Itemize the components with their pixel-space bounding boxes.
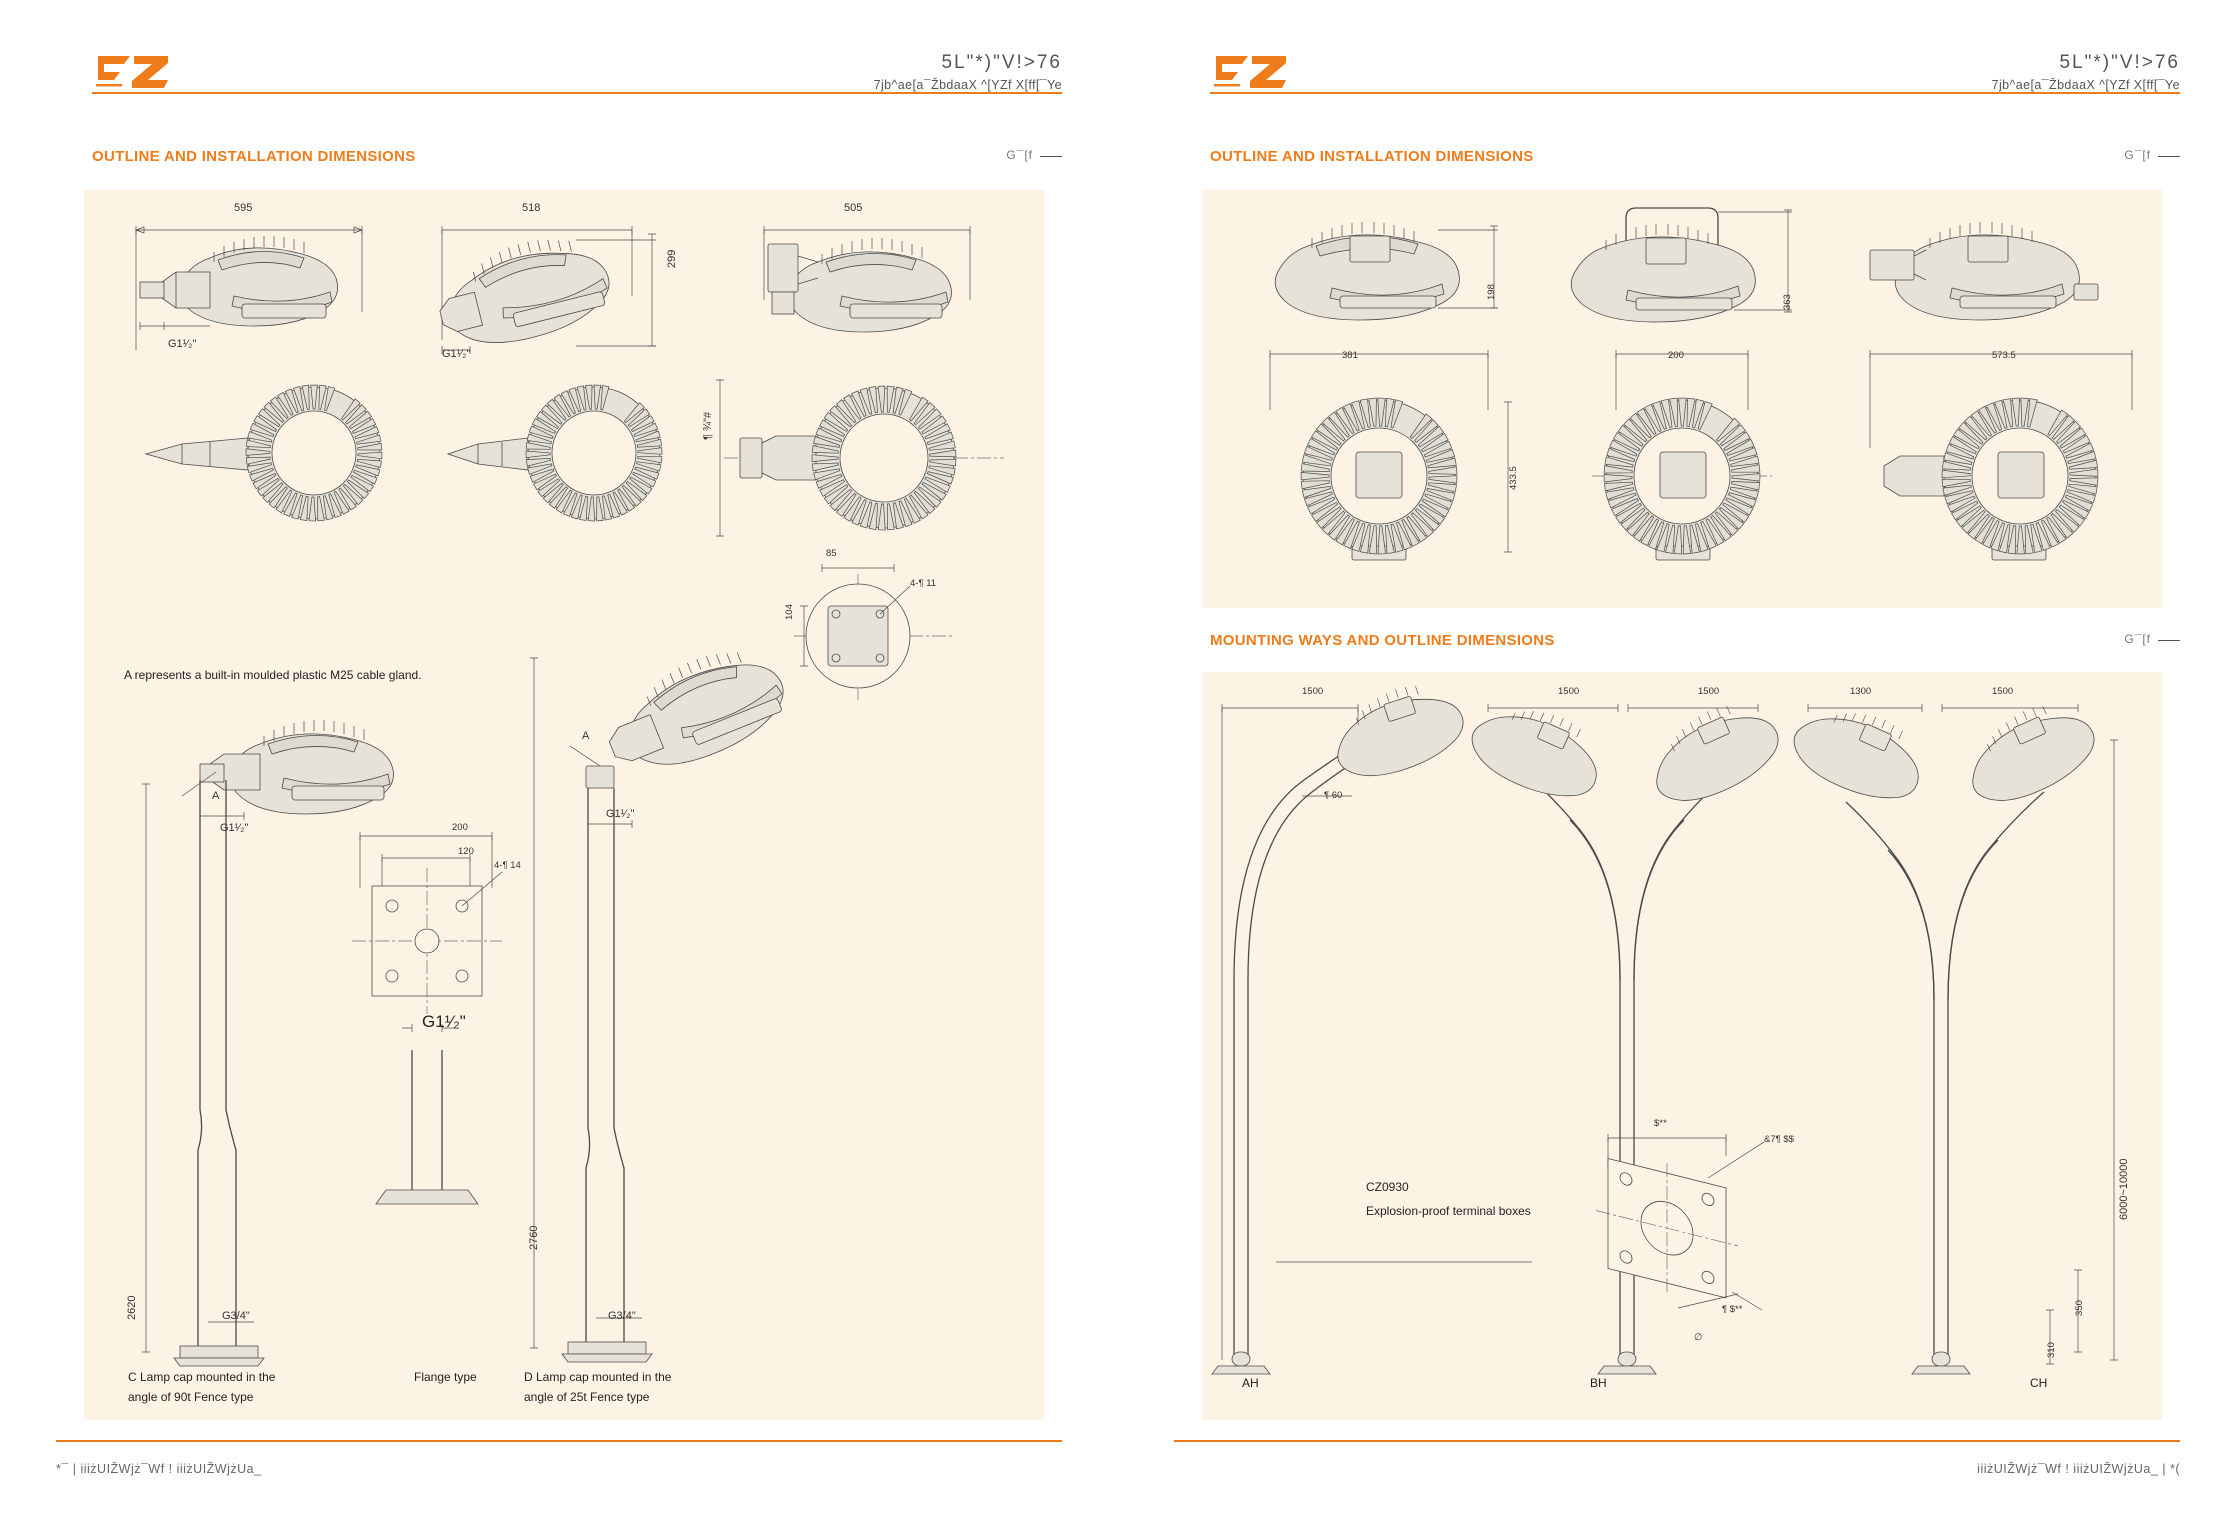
dim-310: 310 [2046, 1342, 2057, 1358]
left-page-header [0, 48, 1118, 104]
left-section-code: G¯[f [1006, 148, 1062, 162]
dim-518: 518 [522, 202, 541, 214]
dim-g1-left: G1¹⁄₂" [168, 338, 197, 350]
right-footer-text: iiiżUIŽWjż¯Wf ! iiiżUIŽWjżUa_ | *( [1977, 1462, 2180, 1476]
dim-base-note: &7¶ $$ [1764, 1134, 1794, 1145]
dim-pole-height: 6000~10000 [2118, 1158, 2130, 1220]
dim-g1-mid: G1¹⁄₂" [442, 348, 471, 360]
right-section2-code: G¯[f [2124, 632, 2180, 646]
dim-2760: 2760 [528, 1225, 540, 1250]
dim-120-flange: 120 [458, 846, 474, 857]
dim-1500-bh-right: 1500 [1698, 686, 1720, 697]
caption-d-line1: D Lamp cap mounted in the [524, 1370, 672, 1384]
right-header-subtitle: 7jb^ae[a¯ŽbdaaX ^[YZf X[ff[¯Ye [1991, 78, 2180, 92]
right-footer-rule [1174, 1440, 2180, 1442]
left-header-subtitle: 7jb^ae[a¯ŽbdaaX ^[YZf X[ff[¯Ye [873, 78, 1062, 92]
view-pole-d [504, 638, 834, 1398]
view-r-plan-573 [1852, 330, 2152, 580]
dim-433-5: 433.5 [1508, 466, 1519, 490]
cz-logo-icon-right [1208, 48, 1300, 96]
dim-1300-ch: 1300 [1850, 686, 1872, 697]
dim-g1-flange: G1¹⁄₂" [422, 1012, 466, 1031]
callout-line1: CZ0930 [1366, 1180, 1409, 1194]
right-panel-mounting [1202, 672, 2162, 1420]
right-section1-header [1210, 148, 2180, 170]
left-section-title: OUTLINE AND INSTALLATION DIMENSIONS [92, 148, 416, 165]
cable-gland-note: A represents a built-in moulded plastic M25 cable gland. [124, 668, 422, 682]
left-section-header [92, 148, 1062, 170]
callout-line2: Explosion-proof terminal boxes [1366, 1204, 1531, 1218]
dim-573-5: 573.5 [1992, 350, 2016, 361]
left-footer-rule [56, 1440, 1062, 1442]
right-header-rule [1210, 92, 2180, 94]
dim-299: 299 [666, 249, 678, 268]
dim-g1-pole-d: G1¹⁄₂" [606, 808, 635, 820]
dim-base-side: ∅ [1694, 1332, 1703, 1343]
left-drawing-panel [84, 190, 1044, 1420]
dim-505: 505 [844, 202, 863, 214]
dim-base-top: $** [1654, 1118, 1667, 1129]
right-panel-outline [1202, 190, 2162, 608]
dim-60: ¶ 60 [1324, 790, 1343, 801]
caption-flange: Flange type [414, 1370, 477, 1384]
dim-g34-pole-c: G3/4" [222, 1310, 250, 1322]
left-header-title: 5L"*)"V!>76 [941, 52, 1062, 73]
view-plan-right [704, 340, 1024, 570]
right-section1-code: G¯[f [2124, 148, 2180, 162]
view-plan-mid [414, 358, 704, 548]
dim-base-diag: ¶ $** [1722, 1304, 1743, 1315]
dim-200-plan: 200 [1668, 350, 1684, 361]
dim-1500-ch: 1500 [1992, 686, 2014, 697]
dim-198: 198 [1486, 284, 1497, 300]
dim-g34-pole-d: G3/4" [608, 1310, 636, 1322]
caption-bh: BH [1590, 1376, 1607, 1390]
dim-350: 350 [2074, 1300, 2085, 1316]
dim-1500-ah: 1500 [1302, 686, 1324, 697]
dim-g1-pole-c: G1¹⁄₂" [220, 822, 249, 834]
right-page-header [1118, 48, 2236, 104]
dim-2620: 2620 [126, 1295, 138, 1320]
right-section2-title: MOUNTING WAYS AND OUTLINE DIMENSIONS [1210, 632, 1555, 649]
view-side-elevation-595 [114, 200, 434, 380]
dim-200-flange: 200 [452, 822, 468, 833]
caption-d-line2: angle of 25t Fence type [524, 1390, 650, 1404]
view-plan-left [114, 358, 414, 548]
dim-104: 104 [784, 604, 795, 620]
right-header-text [1992, 52, 2180, 92]
dim-595: 595 [234, 202, 253, 214]
right-section2-header [1210, 632, 2180, 654]
view-mount-ah [1212, 680, 1512, 1390]
left-header-text [874, 52, 1062, 92]
dim-side-vert: ¶ ¾"# [702, 411, 714, 440]
view-r-plan-200 [1552, 330, 1842, 580]
caption-ch: CH [2030, 1376, 2048, 1390]
dim-holes-11: 4-¶ 11 [910, 578, 937, 589]
dim-381: 381 [1342, 350, 1358, 361]
view-r-elev-198 [1242, 200, 1532, 330]
dim-85: 85 [826, 548, 837, 559]
right-section1-title: OUTLINE AND INSTALLATION DIMENSIONS [1210, 148, 1534, 165]
view-r-plan-381 [1252, 330, 1542, 580]
dim-1500-bh-left: 1500 [1558, 686, 1580, 697]
caption-c-line1: C Lamp cap mounted in the [128, 1370, 276, 1384]
dim-holes-14: 4-¶ 14 [494, 860, 521, 871]
view-r-elev-363 [1542, 194, 1832, 334]
left-header-rule [92, 92, 1062, 94]
right-header-title: 5L"*)"V!>76 [2059, 52, 2180, 73]
right-page [1118, 0, 2236, 1528]
marker-a-right: A [582, 730, 590, 742]
marker-a-left: A [212, 790, 220, 802]
dim-363: 363 [1782, 294, 1793, 310]
view-r-elev-3 [1842, 200, 2142, 330]
cz-logo-icon [90, 48, 182, 96]
left-footer-text: *¯ | iiiżUIŽWjż¯Wf ! iiiżUIŽWjżUa_ [56, 1462, 262, 1476]
caption-c-line2: angle of 90t Fence type [128, 1390, 254, 1404]
view-base-plate-detail [1582, 1112, 1862, 1372]
caption-ah: AH [1242, 1376, 1259, 1390]
